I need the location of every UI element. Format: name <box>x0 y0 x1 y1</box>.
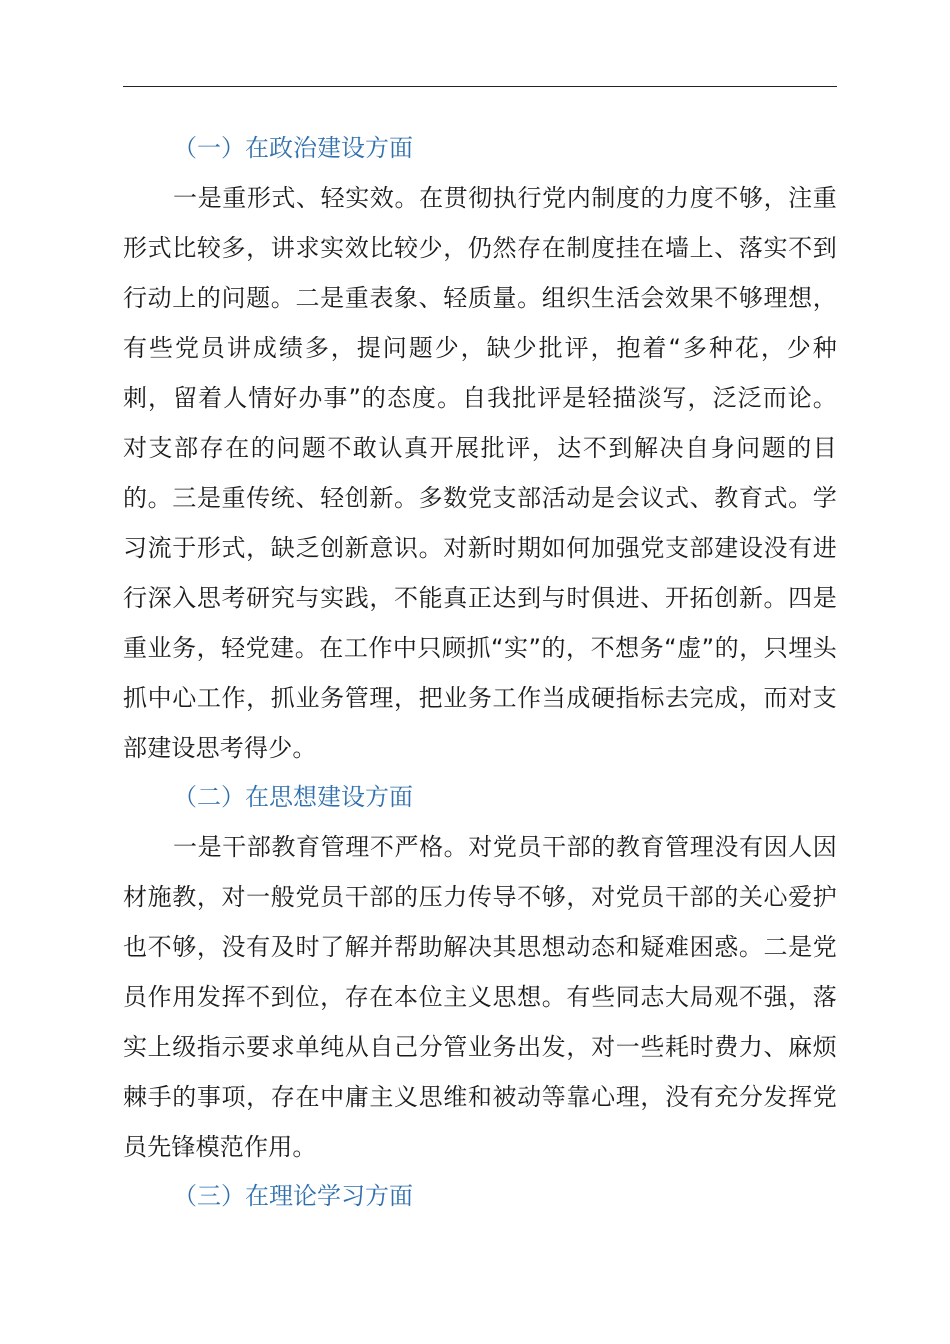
section-body-political: 一是重形式、轻实效。在贯彻执行党内制度的力度不够，注重形式比较多，讲求实效比较少，仍然存在制度挂在墙上、落实不到行动上的问题。二是重表象、轻质量。组织生活会效果不够理想，有些党员讲成绩多，提问题少，缺少批评，抱着“多种花，少种刺，留着人情好办事”的态度。自我批评是轻描淡写，泛泛而论。对支部存在的问题不敢认真开展批评，达不到解决自身问题的目的。三是重传统、轻创新。多数党支部活动是会议式、教育式。学习流于形式，缺乏创新意识。对新时期如何加强党支部建设没有进行深入思考研究与实践，不能真正达到与时俱进、开拓创新。四是重业务，轻党建。在工作中只顾抓“实”的，不想务“虚”的，只埋头抓中心工作，抓业务管理，把业务工作当成硬指标去完成，而对支部建设思考得少。 <box>123 184 837 762</box>
document-body <box>123 124 837 1221</box>
section-heading-ideological: （二）在思想建设方面 <box>173 783 413 811</box>
section-heading-political: （一）在政治建设方面 <box>173 134 413 162</box>
header-rule <box>123 86 837 87</box>
section-body-ideological: 一是干部教育管理不严格。对党员干部的教育管理没有因人因材施教，对一般党员干部的压力传导不够，对党员干部的关心爱护也不够，没有及时了解并帮助解决其思想动态和疑难困惑。二是党员作用发挥不到位，存在本位主义思想。有些同志大局观不强，落实上级指示要求单纯从自己分管业务出发，对一些耗时费力、麻烦棘手的事项，存在中庸主义思维和被动等靠心理，没有充分发挥党员先锋模范作用。 <box>123 833 837 1161</box>
section-heading-theory: （三）在理论学习方面 <box>173 1182 413 1210</box>
